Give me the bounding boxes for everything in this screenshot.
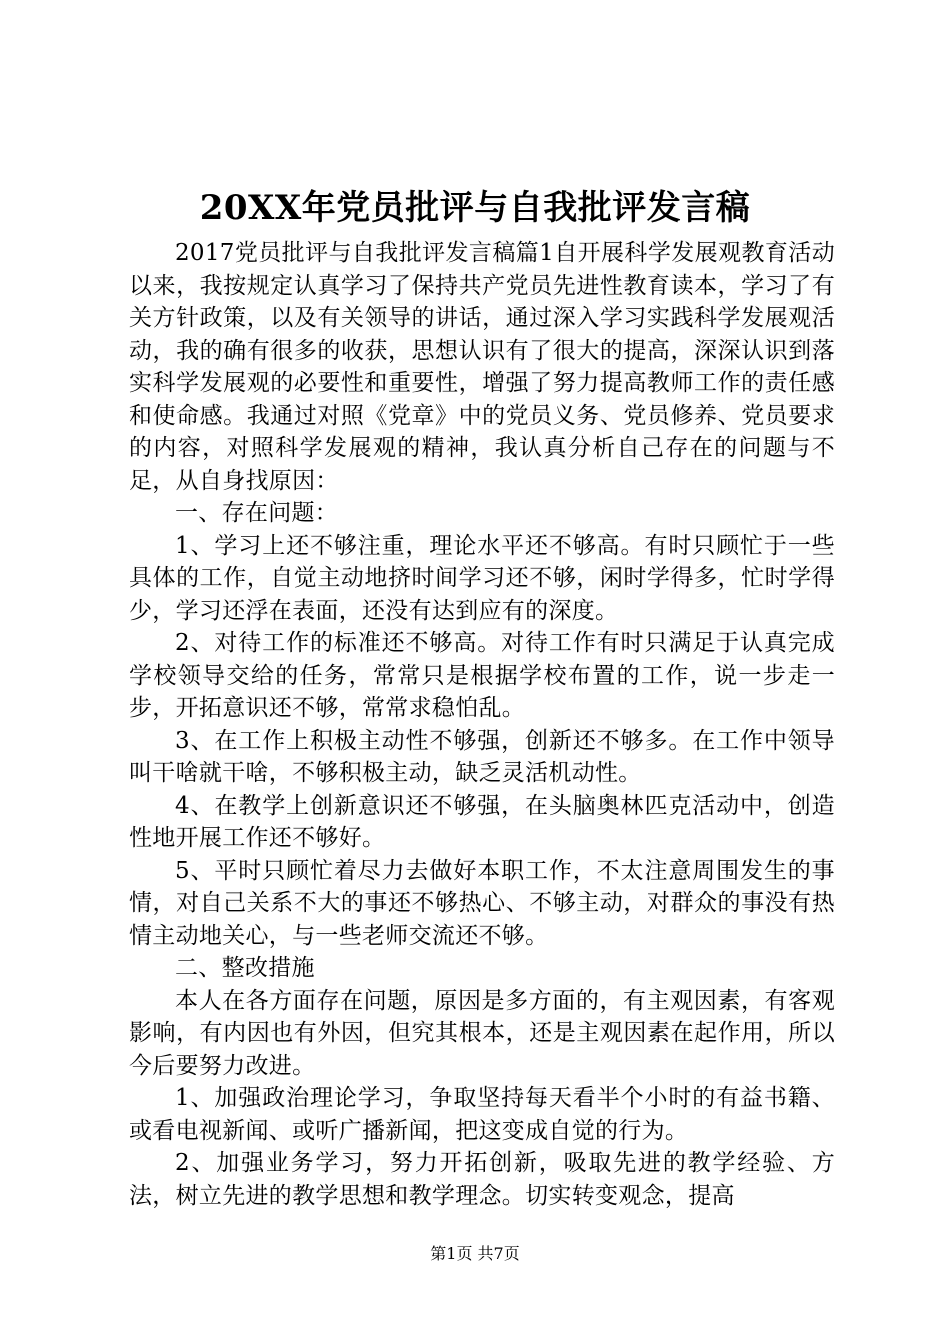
paragraph-measure-1: 1、加强政治理论学习，争取坚持每天看半个小时的有益书籍、或看电视新闻、或听广播新闻，把这变成自觉的行为。 <box>129 1085 835 1144</box>
paragraph-intro: 2017党员批评与自我批评发言稿篇1自开展科学发展观教育活动以来，我按规定认真学习了保持共产党员先进性教育读本，学习了有关方针政策，以及有关领导的讲话，通过深入学习实践科学发展观活动，我的确有很多的收获，思想认识有了很大的提高，深深认识到落实科学发展观的必要性和重要性，增强了努力提高教师工作的责任感和使命感。我通过对照《党章》中的党员义务、党员修养、党员要求的内容，对照科学发展观的精神，我认真分析自己存在的问题与不足，从自身找原因： <box>129 240 835 494</box>
section-heading-problems: 一、存在问题： <box>175 500 339 526</box>
paragraph-problem-3: 3、在工作上积极主动性不够强，创新还不够多。在工作中领导叫干啥就干啥，不够积极主动，缺乏灵活机动性。 <box>129 727 835 786</box>
paragraph-problem-1: 1、学习上还不够注重，理论水平还不够高。有时只顾忙于一些具体的工作，自觉主动地挤时间学习还不够，闲时学得多，忙时学得少，学习还浮在表面，还没有达到应有的深度。 <box>129 532 835 624</box>
paragraph-problem-4: 4、在教学上创新意识还不够强，在头脑奥林匹克活动中，创造性地开展工作还不够好。 <box>129 792 835 851</box>
paragraph-measure-2: 2、加强业务学习，努力开拓创新，吸取先进的教学经验、方法，树立先进的教学思想和教学理念。切实转变观念，提高 <box>129 1150 835 1209</box>
page-number-footer: 第1页 共7页 <box>430 1244 520 1263</box>
document-title: 20XX年党员批评与自我批评发言稿 <box>199 188 751 228</box>
document-body <box>129 237 835 1212</box>
paragraph-problem-2: 2、对待工作的标准还不够高。对待工作有时只满足于认真完成学校领导交给的任务，常常只是根据学校布置的工作，说一步走一步，开拓意识还不够，常常求稳怕乱。 <box>129 630 835 721</box>
paragraph-problem-5: 5、平时只顾忙着尽力去做好本职工作，不太注意周围发生的事情，对自己关系不大的事还不够热心、不够主动，对群众的事没有热情主动地关心，与一些老师交流还不够。 <box>129 857 835 949</box>
section-heading-measures: 二、整改措施 <box>175 955 315 981</box>
paragraph-measures-intro: 本人在各方面存在问题，原因是多方面的，有主观因素，有客观影响，有内因也有外因，但究其根本，还是主观因素在起作用，所以今后要努力改进。 <box>129 987 835 1079</box>
